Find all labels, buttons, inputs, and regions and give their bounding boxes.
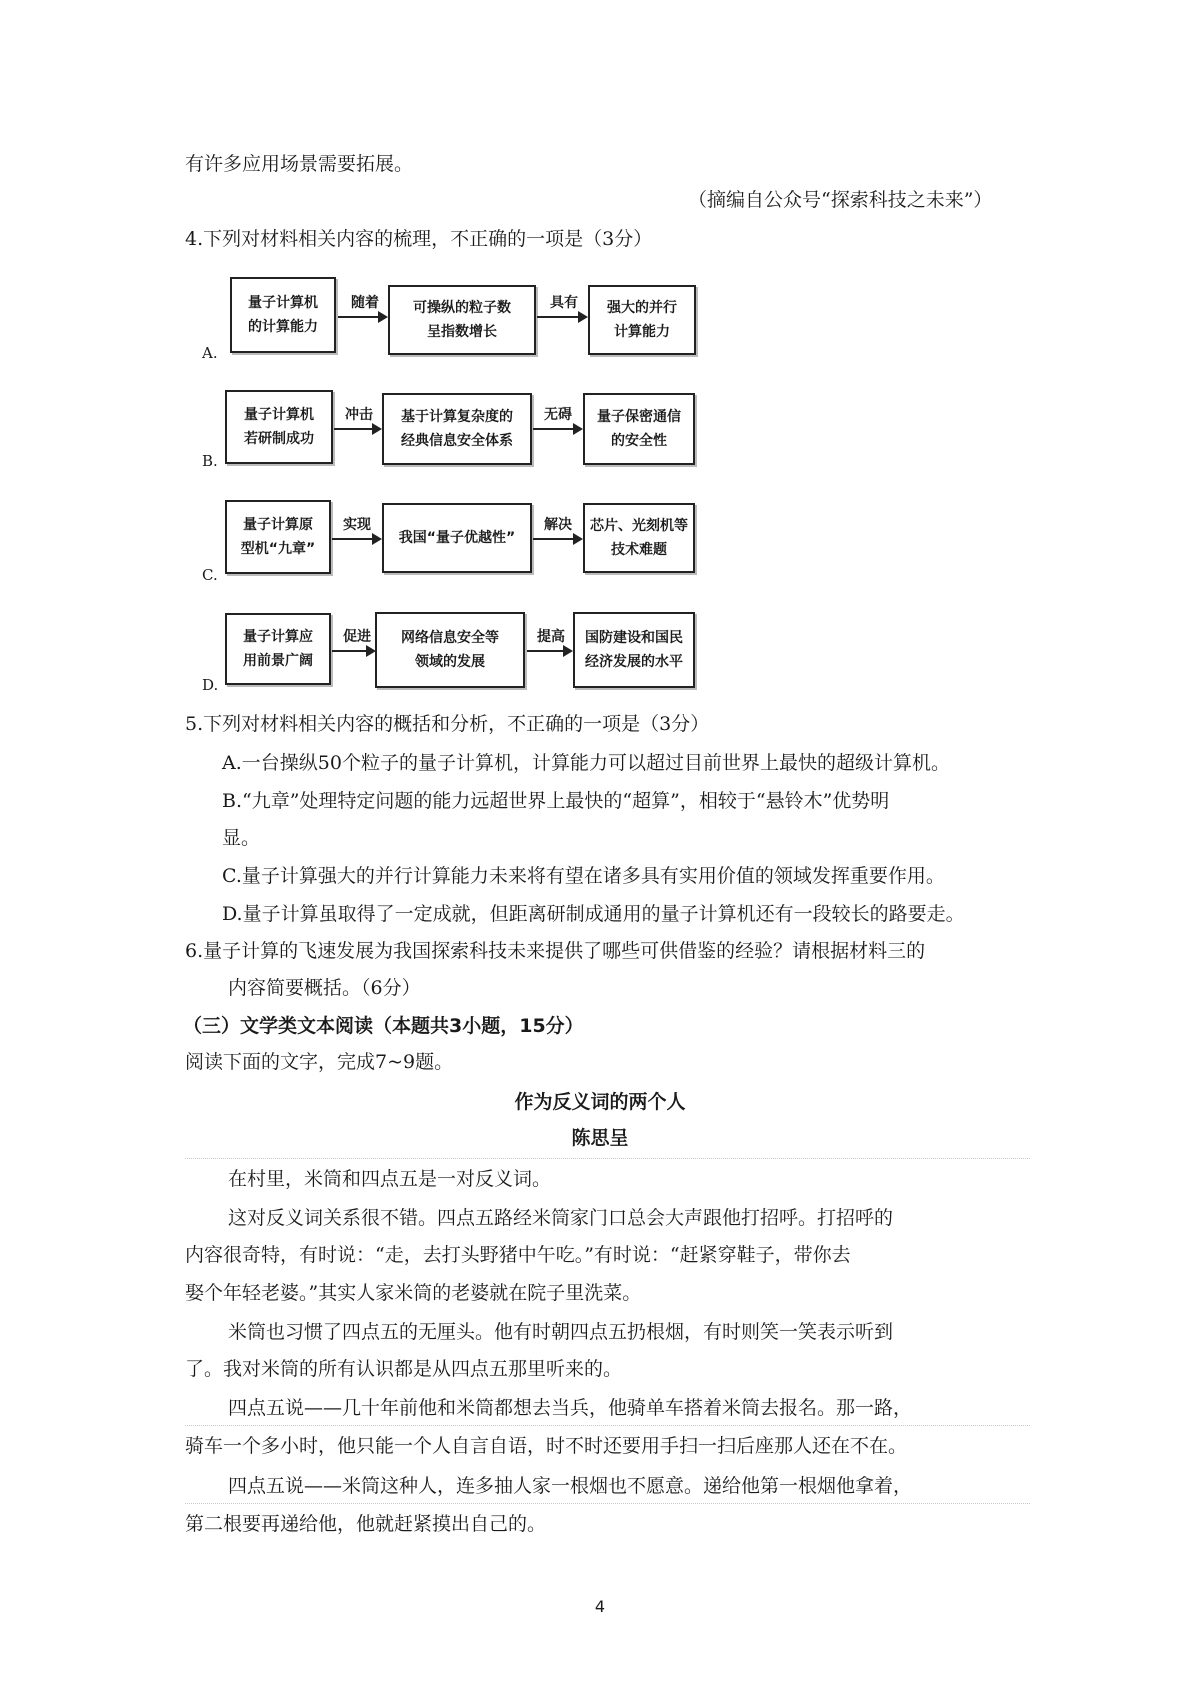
flow-box: 可操纵的粒子数 呈指数增长 xyxy=(388,285,536,355)
flow-arrow xyxy=(527,650,571,652)
flow-box: 芯片、光刻机等 技术难题 xyxy=(583,503,695,573)
paragraph-line: 了。我对米筒的所有认识都是从四点五那里听来的。 xyxy=(185,1358,623,1380)
question-5-option-a: A.一台操纵50个粒子的量子计算机，计算能力可以超过目前世界上最快的超级计算机。 xyxy=(222,752,950,774)
divider xyxy=(185,1425,1030,1426)
flow-arrow xyxy=(537,316,586,318)
option-letter: A. xyxy=(202,344,218,362)
paragraph-line: 第二根要再递给他，他就赶紧摸出自己的。 xyxy=(185,1513,547,1535)
section-heading: （三）文学类文本阅读（本题共3小题，15分） xyxy=(183,1015,584,1037)
arrow-label: 提高 xyxy=(537,629,565,645)
paragraph-line: 四点五说——米筒这种人，连多抽人家一根烟也不愿意。递给他第一根烟他拿着， xyxy=(228,1475,913,1497)
arrow-label: 随着 xyxy=(351,295,379,311)
option-letter: C. xyxy=(202,566,218,584)
source-citation: （摘编自公众号“探索科技之未来”） xyxy=(688,189,993,211)
flow-arrow xyxy=(332,650,374,652)
flow-box: 国防建设和国民 经济发展的水平 xyxy=(573,612,695,688)
option-letter: D. xyxy=(202,676,219,694)
question-5-option-d: D.量子计算虽取得了一定成就，但距离研制成通用的量子计算机还有一段较长的路要走。 xyxy=(222,903,965,925)
question-6-cont: 内容简要概括。（6分） xyxy=(228,977,421,999)
reading-instruction: 阅读下面的文字，完成7~9题。 xyxy=(185,1051,454,1073)
divider xyxy=(185,1158,1030,1159)
flow-box: 强大的并行 计算能力 xyxy=(588,285,696,355)
arrow-label: 具有 xyxy=(550,295,578,311)
paragraph-line: 骑车一个多小时，他只能一个人自言自语，时不时还要用手扫一扫后座那人还在不在。 xyxy=(185,1435,908,1457)
arrow-label: 冲击 xyxy=(345,407,373,423)
flow-box: 量子计算机 若研制成功 xyxy=(225,390,333,464)
flow-box: 网络信息安全等 领域的发展 xyxy=(375,612,525,688)
flow-box: 我国“量子优越性” xyxy=(382,503,532,573)
page-number: 4 xyxy=(594,1597,606,1616)
flow-box: 量子计算原 型机“九章” xyxy=(225,500,331,574)
flow-arrow xyxy=(332,538,380,540)
paragraph-line: 娶个年轻老婆。”其实人家米筒的老婆就在院子里洗菜。 xyxy=(185,1282,642,1304)
flow-box: 量子保密通信 的安全性 xyxy=(583,393,695,465)
divider xyxy=(185,1503,1030,1504)
flow-box: 量子计算机 的计算能力 xyxy=(230,277,336,353)
question-5-option-c: C.量子计算强大的并行计算能力未来将有望在诸多具有实用价值的领域发挥重要作用。 xyxy=(222,865,945,887)
question-5-option-b: B.“九章”处理特定问题的能力远超世界上最快的“超算”，相较于“悬铃木”优势明 xyxy=(222,790,890,812)
paragraph-line: 四点五说——几十年前他和米筒都想去当兵，他骑单车搭着米筒去报名。那一路， xyxy=(228,1397,913,1419)
article-author: 陈思呈 xyxy=(571,1127,629,1149)
arrow-label: 无碍 xyxy=(544,407,572,423)
question-5: 5.下列对材料相关内容的概括和分析，不正确的一项是（3分） xyxy=(185,713,710,735)
paragraph-line: 内容很奇特，有时说：“走，去打头野猪中午吃。”有时说：“赶紧穿鞋子，带你去 xyxy=(185,1244,851,1266)
question-5-option-b-cont: 显。 xyxy=(222,827,261,849)
arrow-label: 实现 xyxy=(343,517,371,533)
flow-arrow xyxy=(533,428,581,430)
arrow-label: 促进 xyxy=(343,629,371,645)
flow-arrow xyxy=(334,428,380,430)
paragraph-line: 米筒也习惯了四点五的无厘头。他有时朝四点五扔根烟，有时则笑一笑表示听到 xyxy=(228,1321,894,1343)
flow-arrow xyxy=(338,316,386,318)
flow-box: 量子计算应 用前景广阔 xyxy=(225,613,331,685)
option-letter: B. xyxy=(202,452,218,470)
question-4: 4.下列对材料相关内容的梳理，不正确的一项是（3分） xyxy=(185,228,653,250)
flow-box: 基于计算复杂度的 经典信息安全体系 xyxy=(382,393,532,465)
arrow-label: 解决 xyxy=(544,517,572,533)
text-line: 有许多应用场景需要拓展。 xyxy=(185,153,414,175)
article-title: 作为反义词的两个人 xyxy=(514,1091,686,1113)
question-6: 6.量子计算的飞速发展为我国探索科技未来提供了哪些可供借鉴的经验？请根据材料三的 xyxy=(185,940,926,962)
paragraph-line: 在村里，米筒和四点五是一对反义词。 xyxy=(228,1168,552,1190)
flow-arrow xyxy=(533,538,581,540)
paragraph-line: 这对反义词关系很不错。四点五路经米筒家门口总会大声跟他打招呼。打招呼的 xyxy=(228,1207,894,1229)
